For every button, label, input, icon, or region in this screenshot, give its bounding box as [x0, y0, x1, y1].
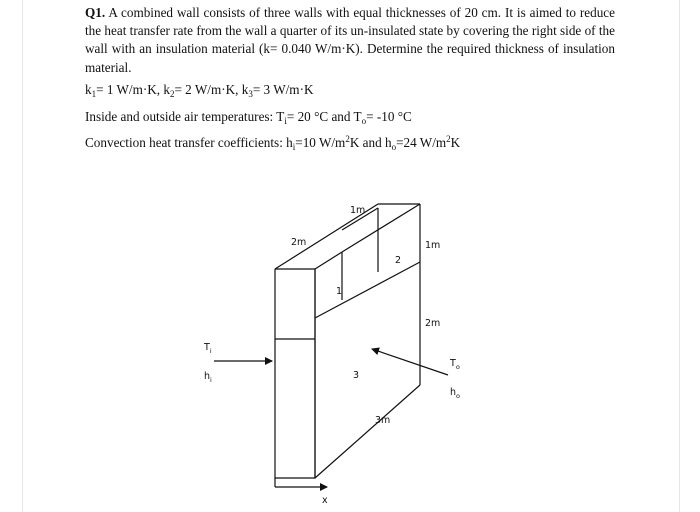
to-value: = -10 °C	[366, 109, 412, 124]
ti-value: = 20 °C and T	[286, 109, 362, 124]
k3-value: = 3 W/m·K	[252, 82, 314, 97]
wall-1-label: 1	[336, 286, 343, 297]
ho-unit: K	[450, 135, 461, 150]
to-subscript: o	[361, 116, 367, 126]
ti-subscript: i	[284, 116, 287, 126]
dim-right-mid-label: 2m	[425, 318, 441, 329]
k3-symbol: k	[241, 82, 249, 97]
ho-subscript: o	[391, 142, 397, 152]
ti-figure-label: $T_i$	[204, 342, 212, 355]
to-figure-label: $T_o$	[450, 358, 460, 371]
ho-value: =24 W/m	[396, 135, 447, 150]
dim-right-top-label: 1m	[425, 240, 441, 251]
ho-figure-label: $h_o$	[450, 387, 461, 400]
k2-symbol: k	[163, 82, 170, 97]
k3-subscript: 3	[248, 89, 253, 99]
k2-value: = 2 W/m·K,	[174, 82, 239, 97]
hi-figure-label: $h_i$	[204, 371, 212, 384]
k1-subscript: 1	[91, 89, 97, 99]
top-back-left-edge	[315, 252, 342, 269]
dim-left-top-label: 2m	[291, 237, 307, 248]
k2-subscript: 2	[169, 89, 175, 99]
right-middle-divider	[315, 262, 420, 318]
x-axis-label: x	[322, 495, 328, 506]
hi-unit: K and h	[349, 135, 392, 150]
bottom-right-edge	[315, 385, 420, 478]
convection-prefix: Convection heat transfer coefficients: h	[85, 135, 293, 150]
k1-value: = 1 W/m·K,	[96, 82, 161, 97]
hi-subscript: i	[292, 142, 296, 152]
hi-superscript: 2	[345, 134, 350, 144]
dim-top-label: 1m	[350, 205, 366, 216]
temperature-prefix: Inside and outside air temperatures: T	[85, 109, 285, 124]
hi-value: =10 W/m	[295, 135, 346, 150]
wall-3-label: 3	[353, 370, 360, 381]
front-face-outline	[275, 269, 315, 478]
k1-symbol: k	[85, 82, 92, 97]
outside-flow-arrow	[372, 349, 448, 375]
question-number: Q1.	[85, 5, 106, 20]
wall-2-label: 2	[395, 255, 402, 266]
ho-superscript: 2	[446, 134, 451, 144]
dim-bottom-label: 3m	[375, 415, 391, 426]
question-text: A combined wall consists of three walls with equal thicknesses of 20 cm. It is aimed to reduce the heat transfer rate from the wall a quarter of its un-insulated state by covering the right side of the wall with an insulation material (k= 0.040 W/m·K). Determine the required thickness of insulation material.	[85, 5, 615, 75]
